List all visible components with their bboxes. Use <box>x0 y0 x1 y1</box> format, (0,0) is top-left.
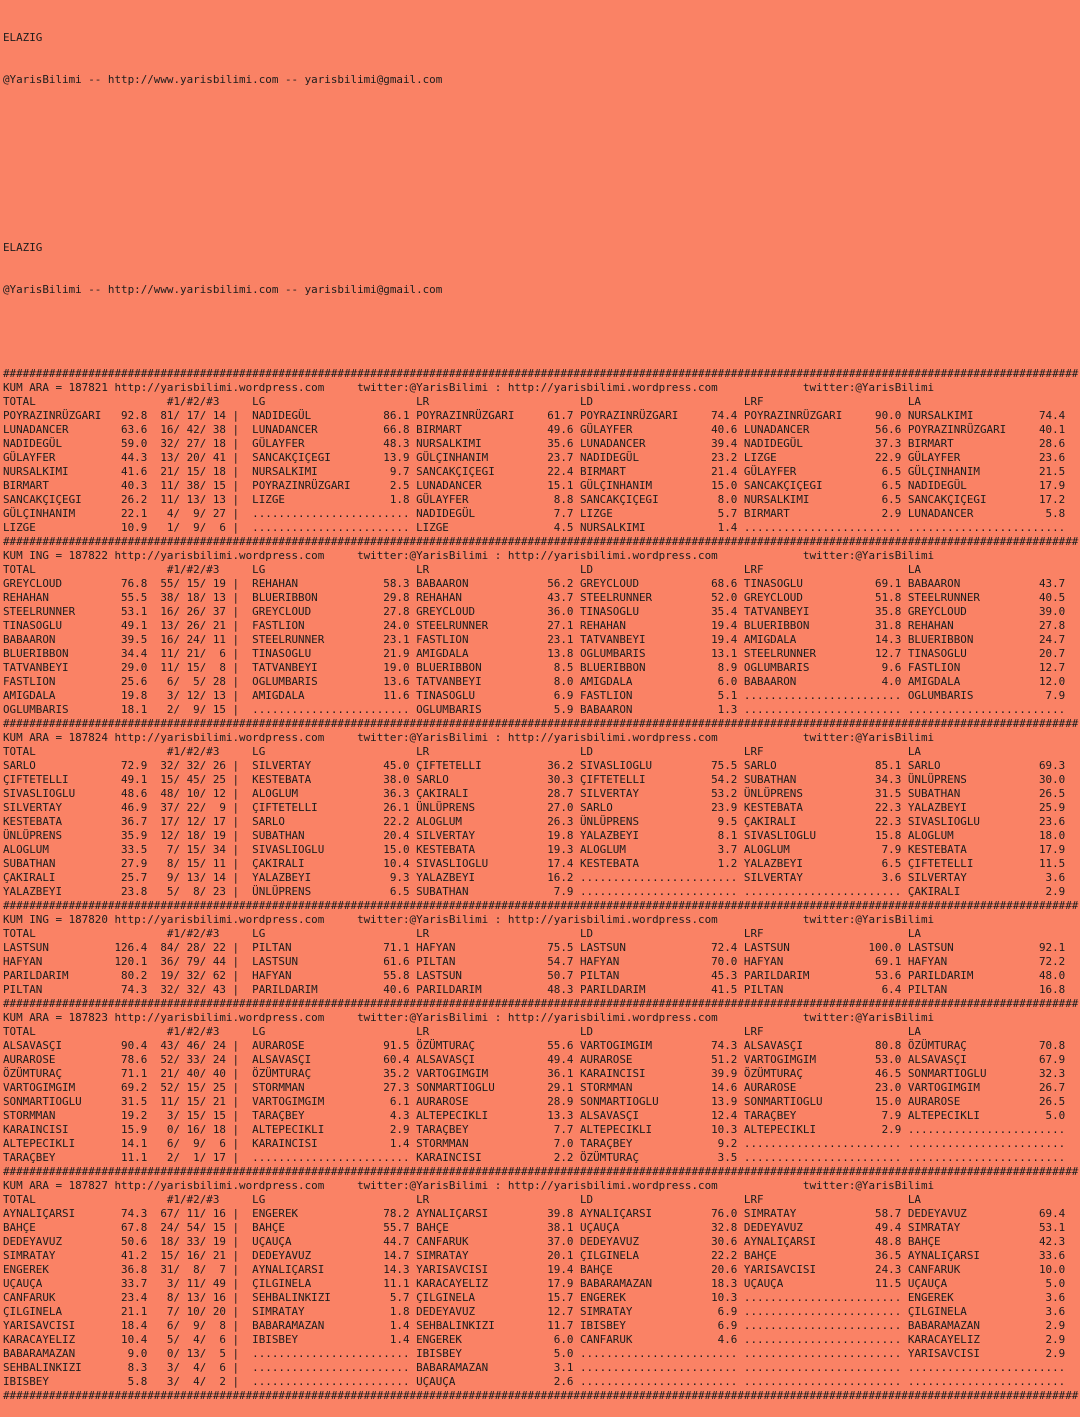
contact-line: @YarisBilimi -- http://www.yarisbilimi.com -- yarisbilimi@gmail.com <box>3 73 443 86</box>
table-row: KESTEBATA 36.7 17/ 12/ 17 | SARLO 22.2 ALOGLUM 26.3 ÜNLÜPRENS 9.5 ÇAKIRALI 22.3 SIVASLIOGLU 23.6 <box>3 815 1066 828</box>
table-row: BABAARON 39.5 16/ 24/ 11 | STEELRUNNER 23.1 FASTLION 23.1 TATVANBEYI 19.4 AMIGDALA 14.3 BLUERIBBON 24.7 <box>3 633 1066 646</box>
separator-line: #################################################################################################################################################################### <box>3 717 1079 730</box>
table-row: AMIGDALA 19.8 3/ 12/ 13 | AMIGDALA 11.6 TINASOGLU 6.9 FASTLION 5.1 ........................ OGLUMBARIS 7.9 <box>3 689 1066 702</box>
table-row: VARTOGIMGIM 69.2 52/ 15/ 25 | STORMMAN 27.3 SONMARTIOGLU 29.1 STORMMAN 14.6 AURAROSE 23.0 VARTOGIMGIM 26.7 <box>3 1081 1066 1094</box>
table-row: HAFYAN 120.1 36/ 79/ 44 | LASTSUN 61.6 PILTAN 54.7 HAFYAN 70.0 HAFYAN 69.1 HAFYAN 72.2 <box>3 955 1066 968</box>
column-header-row: TOTAL #1/#2/#3 LG LR LD LRF LA <box>3 1025 921 1038</box>
table-row: UÇAUÇA 33.7 3/ 11/ 49 | ÇILGINELA 11.1 KARACAYELIZ 17.9 BABARAMAZAN 18.3 UÇAUÇA 11.5 UÇAUÇA 5.0 <box>3 1277 1066 1290</box>
table-row: FASTLION 25.6 6/ 5/ 28 | OGLUMBARIS 13.6 TATVANBEYI 8.0 AMIGDALA 6.0 BABAARON 4.0 AMIGDALA 12.0 <box>3 675 1066 688</box>
table-row: GÜLÇINHANIM 22.1 4/ 9/ 27 | ........................ NADIDEGÜL 7.7 LIZGE 5.7 BIRMART 2.9 LUNADANCER 5.8 <box>3 507 1066 520</box>
table-row: ÜNLÜPRENS 35.9 12/ 18/ 19 | SUBATHAN 20.4 SILVERTAY 19.8 YALAZBEYI 8.1 SIVASLIOGLU 15.8 ALOGLUM 18.0 <box>3 829 1066 842</box>
table-row: ALSAVASÇI 90.4 43/ 46/ 24 | AURAROSE 91.5 ÖZÜMTURAÇ 55.6 VARTOGIMGIM 74.3 ALSAVASÇI 80.8 ÖZÜMTURAÇ 70.8 <box>3 1039 1066 1052</box>
separator-line: #################################################################################################################################################################### <box>3 1389 1079 1402</box>
separator-line: #################################################################################################################################################################### <box>3 997 1079 1010</box>
column-header-row: TOTAL #1/#2/#3 LG LR LD LRF LA <box>3 395 921 408</box>
blank-line <box>3 199 1080 213</box>
column-header-row: TOTAL #1/#2/#3 LG LR LD LRF LA <box>3 745 921 758</box>
blank-line <box>3 157 1080 171</box>
report-sections <box>3 367 1080 1403</box>
table-row: NURSALKIMI 41.6 21/ 15/ 18 | NURSALKIMI 9.7 SANCAKÇIÇEGI 22.4 BIRMART 21.4 GÜLAYFER 6.5 GÜLÇINHANIM 21.5 <box>3 465 1066 478</box>
table-row: SILVERTAY 46.9 37/ 22/ 9 | ÇIFTETELLI 26.1 ÜNLÜPRENS 27.0 SARLO 23.9 KESTEBATA 22.3 YALAZBEYI 25.9 <box>3 801 1066 814</box>
table-row: ALTEPECIKLI 14.1 6/ 9/ 6 | KARAINCISI 1.4 STORMMAN 7.0 TARAÇBEY 9.2 ........................ ........................ <box>3 1137 1066 1150</box>
table-row: TARAÇBEY 11.1 2/ 1/ 17 | ........................ KARAINCISI 2.2 ÖZÜMTURAÇ 3.5 ........................ ........................ <box>3 1151 1066 1164</box>
separator-line: #################################################################################################################################################################### <box>3 1165 1079 1178</box>
table-row: KARAINCISI 15.9 0/ 16/ 18 | ALTEPECIKLI 2.9 TARAÇBEY 7.7 ALTEPECIKLI 10.3 ALTEPECIKLI 2.9 ........................ <box>3 1123 1066 1136</box>
table-row: PILTAN 74.3 32/ 32/ 43 | PARILDARIM 40.6 PARILDARIM 48.3 PARILDARIM 41.5 PILTAN 6.4 PILTAN 16.8 <box>3 983 1066 996</box>
table-row: BLUERIBBON 34.4 11/ 21/ 6 | TINASOGLU 21.9 AMIGDALA 13.8 OGLUMBARIS 13.1 STEELRUNNER 12.7 TINASOGLU 20.7 <box>3 647 1066 660</box>
section-title: KUM ARA = 187823 http://yarisbilimi.wordpress.com twitter:@YarisBilimi : http://yarisbilimi.wordpress.com twitter:@YarisBilimi <box>3 1011 935 1024</box>
table-row: REHAHAN 55.5 38/ 18/ 13 | BLUERIBBON 29.8 REHAHAN 43.7 STEELRUNNER 52.0 GREYCLOUD 51.8 STEELRUNNER 40.5 <box>3 591 1066 604</box>
table-row: SARLO 72.9 32/ 32/ 26 | SILVERTAY 45.0 ÇIFTETELLI 36.2 SIVASLIOGLU 75.5 SARLO 85.1 SARLO 69.3 <box>3 759 1066 772</box>
table-row: YALAZBEYI 23.8 5/ 8/ 23 | ÜNLÜPRENS 6.5 SUBATHAN 7.9 ........................ ........................ ÇAKIRALI 2.9 <box>3 885 1066 898</box>
column-header-row: TOTAL #1/#2/#3 LG LR LD LRF LA <box>3 1193 921 1206</box>
section-title: KUM ING = 187820 http://yarisbilimi.wordpress.com twitter:@YarisBilimi : http://yarisbilimi.wordpress.com twitter:@YarisBilimi <box>3 913 935 926</box>
section-title: KUM ARA = 187824 http://yarisbilimi.wordpress.com twitter:@YarisBilimi : http://yarisbilimi.wordpress.com twitter:@YarisBilimi <box>3 731 935 744</box>
blank-line <box>3 115 1080 129</box>
city-title: ELAZIG <box>3 31 43 44</box>
separator-line: #################################################################################################################################################################### <box>3 899 1079 912</box>
table-row: SANCAKÇIÇEGI 26.2 11/ 13/ 13 | LIZGE 1.8 GÜLAYFER 8.8 SANCAKÇIÇEGI 8.0 NURSALKIMI 6.5 SANCAKÇIÇEGI 17.2 <box>3 493 1066 506</box>
table-row: ALOGLUM 33.5 7/ 15/ 34 | SIVASLIOGLU 15.0 KESTEBATA 19.3 ALOGLUM 3.7 ALOGLUM 7.9 KESTEBATA 17.9 <box>3 843 1066 856</box>
table-row: TATVANBEYI 29.0 11/ 15/ 8 | TATVANBEYI 19.0 BLUERIBBON 8.5 BLUERIBBON 8.9 OGLUMBARIS 9.6 FASTLION 12.7 <box>3 661 1066 674</box>
table-row: LASTSUN 126.4 84/ 28/ 22 | PILTAN 71.1 HAFYAN 75.5 LASTSUN 72.4 LASTSUN 100.0 LASTSUN 92.1 <box>3 941 1066 954</box>
table-row: TINASOGLU 49.1 13/ 26/ 21 | FASTLION 24.0 STEELRUNNER 27.1 REHAHAN 19.4 BLUERIBBON 31.8 REHAHAN 27.8 <box>3 619 1066 632</box>
city-title: ELAZIG <box>3 241 43 254</box>
table-row: YARISAVCISI 18.4 6/ 9/ 8 | BABARAMAZAN 1.4 SEHBALINKIZI 11.7 IBISBEY 6.9 ........................ BABARAMAZAN 2.9 <box>3 1319 1066 1332</box>
table-row: AYNALIÇARSI 74.3 67/ 11/ 16 | ENGEREK 78.2 AYNALIÇARSI 39.8 AYNALIÇARSI 76.0 SIMRATAY 58.7 DEDEYAVUZ 69.4 <box>3 1207 1066 1220</box>
table-row: SUBATHAN 27.9 8/ 15/ 11 | ÇAKIRALI 10.4 SIVASLIOGLU 17.4 KESTEBATA 1.2 YALAZBEYI 6.5 ÇIFTETELLI 11.5 <box>3 857 1066 870</box>
table-row: LIZGE 10.9 1/ 9/ 6 | ........................ LIZGE 4.5 NURSALKIMI 1.4 ........................ ........................ <box>3 521 1066 534</box>
table-row: ÇIFTETELLI 49.1 15/ 45/ 25 | KESTEBATA 38.0 SARLO 30.3 ÇIFTETELLI 54.2 SUBATHAN 34.3 ÜNLÜPRENS 30.0 <box>3 773 1066 786</box>
table-row: SIVASLIOGLU 48.6 48/ 10/ 12 | ALOGLUM 36.3 ÇAKIRALI 28.7 SILVERTAY 53.2 ÜNLÜPRENS 31.5 SUBATHAN 26.5 <box>3 787 1066 800</box>
column-header-row: TOTAL #1/#2/#3 LG LR LD LRF LA <box>3 927 921 940</box>
separator-line: #################################################################################################################################################################### <box>3 367 1079 380</box>
table-row: ÖZÜMTURAÇ 71.1 21/ 40/ 40 | ÖZÜMTURAÇ 35.2 VARTOGIMGIM 36.1 KARAINCISI 39.9 ÖZÜMTURAÇ 46.5 SONMARTIOGLU 32.3 <box>3 1067 1066 1080</box>
table-row: ÇAKIRALI 25.7 9/ 13/ 14 | YALAZBEYI 9.3 YALAZBEYI 16.2 ........................ SILVERTAY 3.6 SILVERTAY 3.6 <box>3 871 1066 884</box>
table-row: NADIDEGÜL 59.0 32/ 27/ 18 | GÜLAYFER 48.3 NURSALKIMI 35.6 LUNADANCER 39.4 NADIDEGÜL 37.3 BIRMART 28.6 <box>3 437 1066 450</box>
table-row: CANFARUK 23.4 8/ 13/ 16 | SEHBALINKIZI 5.7 ÇILGINELA 15.7 ENGEREK 10.3 ........................ ENGEREK 3.6 <box>3 1291 1066 1304</box>
table-row: SEHBALINKIZI 8.3 3/ 4/ 6 | ........................ BABARAMAZAN 3.1 ........................ ........................ ........................ <box>3 1361 1066 1374</box>
table-row: OGLUMBARIS 18.1 2/ 9/ 15 | ........................ OGLUMBARIS 5.9 BABAARON 1.3 ........................ ........................ <box>3 703 1066 716</box>
table-row: BIRMART 40.3 11/ 38/ 15 | POYRAZINRÜZGARI 2.5 LUNADANCER 15.1 GÜLÇINHANIM 15.0 SANCAKÇIÇEGI 6.5 NADIDEGÜL 17.9 <box>3 479 1066 492</box>
table-row: POYRAZINRÜZGARI 92.8 81/ 17/ 14 | NADIDEGÜL 86.1 POYRAZINRÜZGARI 61.7 POYRAZINRÜZGARI 74.4 POYRAZINRÜZGARI 90.0 NURSALKIMI 74.4 <box>3 409 1066 422</box>
section-title: KUM ARA = 187821 http://yarisbilimi.wordpress.com twitter:@YarisBilimi : http://yarisbilimi.wordpress.com twitter:@YarisBilimi <box>3 381 935 394</box>
table-row: IBISBEY 5.8 3/ 4/ 2 | ........................ UÇAUÇA 2.6 ........................ ........................ ........................ <box>3 1375 1066 1388</box>
table-row: ENGEREK 36.8 31/ 8/ 7 | AYNALIÇARSI 14.3 YARISAVCISI 19.4 BAHÇE 20.6 YARISAVCISI 24.3 CANFARUK 10.0 <box>3 1263 1066 1276</box>
table-row: STEELRUNNER 53.1 16/ 26/ 37 | GREYCLOUD 27.8 GREYCLOUD 36.0 TINASOGLU 35.4 TATVANBEYI 35.8 GREYCLOUD 39.0 <box>3 605 1066 618</box>
table-row: STORMMAN 19.2 3/ 15/ 15 | TARAÇBEY 4.3 ALTEPECIKLI 13.3 ALSAVASÇI 12.4 TARAÇBEY 7.9 ALTEPECIKLI 5.0 <box>3 1109 1066 1122</box>
contact-line: @YarisBilimi -- http://www.yarisbilimi.com -- yarisbilimi@gmail.com <box>3 283 443 296</box>
table-row: SIMRATAY 41.2 15/ 16/ 21 | DEDEYAVUZ 14.7 SIMRATAY 20.1 ÇILGINELA 22.2 BAHÇE 36.5 AYNALIÇARSI 33.6 <box>3 1249 1066 1262</box>
separator-line: #################################################################################################################################################################### <box>3 535 1079 548</box>
section-title: KUM ING = 187822 http://yarisbilimi.wordpress.com twitter:@YarisBilimi : http://yarisbilimi.wordpress.com twitter:@YarisBilimi <box>3 549 935 562</box>
column-header-row: TOTAL #1/#2/#3 LG LR LD LRF LA <box>3 563 921 576</box>
table-row: SONMARTIOGLU 31.5 11/ 15/ 21 | VARTOGIMGIM 6.1 AURAROSE 28.9 SONMARTIOGLU 13.9 SONMARTIOGLU 15.0 AURAROSE 26.5 <box>3 1095 1066 1108</box>
section-title: KUM ARA = 187827 http://yarisbilimi.wordpress.com twitter:@YarisBilimi : http://yarisbilimi.wordpress.com twitter:@YarisBilimi <box>3 1179 935 1192</box>
table-row: BABARAMAZAN 9.0 0/ 13/ 5 | ........................ IBISBEY 5.0 ........................ ........................ YARISAVCISI 2.9 <box>3 1347 1066 1360</box>
table-row: PARILDARIM 80.2 19/ 32/ 62 | HAFYAN 55.8 LASTSUN 50.7 PILTAN 45.3 PARILDARIM 53.6 PARILDARIM 48.0 <box>3 969 1066 982</box>
table-row: DEDEYAVUZ 50.6 18/ 33/ 19 | UÇAUÇA 44.7 CANFARUK 37.0 DEDEYAVUZ 30.6 AYNALIÇARSI 48.8 BAHÇE 42.3 <box>3 1235 1066 1248</box>
table-row: KARACAYELIZ 10.4 5/ 4/ 6 | IBISBEY 1.4 ENGEREK 6.0 CANFARUK 4.6 ........................ KARACAYELIZ 2.9 <box>3 1333 1066 1346</box>
table-row: LUNADANCER 63.6 16/ 42/ 38 | LUNADANCER 66.8 BIRMART 49.6 GÜLAYFER 40.6 LUNADANCER 56.6 POYRAZINRÜZGARI 40.1 <box>3 423 1066 436</box>
table-row: ÇILGINELA 21.1 7/ 10/ 20 | SIMRATAY 1.8 DEDEYAVUZ 12.7 SIMRATAY 6.9 ........................ ÇILGINELA 3.6 <box>3 1305 1066 1318</box>
table-row: BAHÇE 67.8 24/ 54/ 15 | BAHÇE 55.7 BAHÇE 38.1 UÇAUÇA 32.8 DEDEYAVUZ 49.4 SIMRATAY 53.1 <box>3 1221 1066 1234</box>
table-row: GÜLAYFER 44.3 13/ 20/ 41 | SANCAKÇIÇEGI 13.9 GÜLÇINHANIM 23.7 NADIDEGÜL 23.2 LIZGE 22.9 GÜLAYFER 23.6 <box>3 451 1066 464</box>
table-row: AURAROSE 78.6 52/ 33/ 24 | ALSAVASÇI 60.4 ALSAVASÇI 49.4 AURAROSE 51.2 VARTOGIMGIM 53.0 ALSAVASÇI 67.9 <box>3 1053 1066 1066</box>
table-row: GREYCLOUD 76.8 55/ 15/ 19 | REHAHAN 58.3 BABAARON 56.2 GREYCLOUD 68.6 TINASOGLU 69.1 BABAARON 43.7 <box>3 577 1066 590</box>
blank-line <box>3 325 1080 339</box>
